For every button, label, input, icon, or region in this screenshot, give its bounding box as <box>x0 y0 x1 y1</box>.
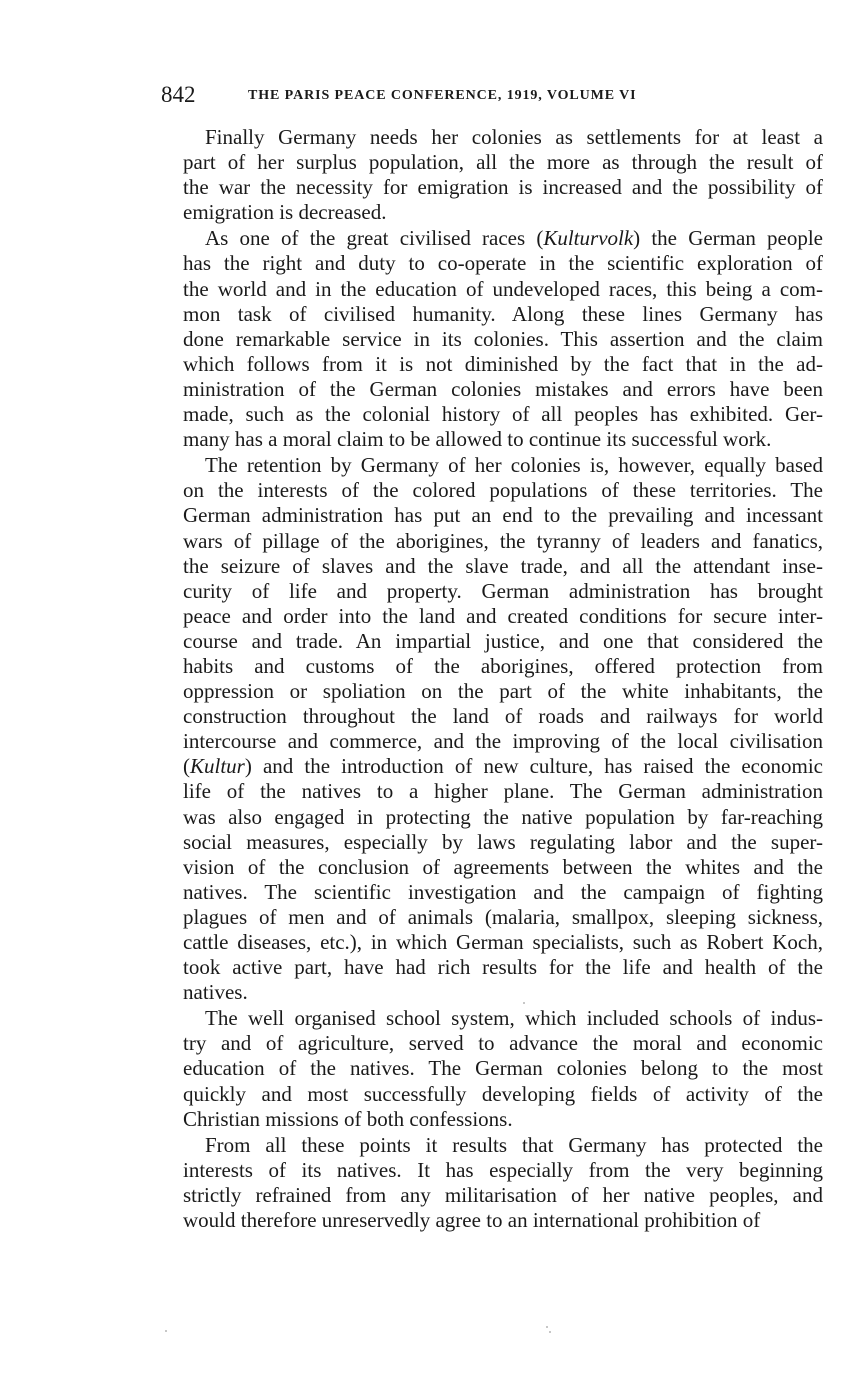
scan-speck <box>165 1330 167 1332</box>
text-line: intercourse and commerce, and the improving of the local civilisation <box>183 729 823 754</box>
text-line: As one of the great civilised races (Kulturvolk) the German people <box>205 226 823 251</box>
running-title: THE PARIS PEACE CONFERENCE, 1919, VOLUME VI <box>248 88 637 103</box>
text-line: emigration is decreased. <box>183 200 387 225</box>
text-line: has the right and duty to co-operate in the scientific exploration of <box>183 251 823 276</box>
text-line: quickly and most successfully developing fields of activity of the <box>183 1081 823 1106</box>
text-line: mon task of civilised humanity. Along these lines Germany has <box>183 301 823 326</box>
text-line: ministration of the German colonies mistakes and errors have been <box>183 376 823 401</box>
italic-term: Kultur <box>190 754 245 779</box>
text-line: natives. <box>183 980 248 1005</box>
text-line: course and trade. An impartial justice, and one that considered the <box>183 628 823 653</box>
text-line: (Kultur) and the introduction of new culture, has raised the economic <box>183 754 823 779</box>
text-line: done remarkable service in its colonies. This assertion and the claim <box>183 326 823 351</box>
text-line: construction throughout the land of roads and railways for world <box>183 704 823 729</box>
text-line: try and of agriculture, served to advance the moral and economic <box>183 1031 823 1056</box>
text-line: The well organised school system, which included schools of indus- <box>205 1006 823 1031</box>
page-header <box>161 80 823 110</box>
scan-speck <box>523 1002 525 1004</box>
paragraph <box>161 125 823 225</box>
text-line: wars of pillage of the aborigines, the tyranny of leaders and fanatics, <box>183 528 823 553</box>
text-line: German administration has put an end to the prevailing and incessant <box>183 503 823 528</box>
page-number: 842 <box>161 82 196 107</box>
text-line: which follows from it is not diminished by the fact that in the ad- <box>183 351 823 376</box>
text-line: took active part, have had rich results for the life and health of the <box>183 955 823 980</box>
paragraph <box>161 1133 823 1233</box>
text-line: part of her surplus population, all the more as through the result of <box>183 150 823 175</box>
italic-term: Kulturvolk <box>543 226 634 251</box>
text-line: curity of life and property. German administration has brought <box>183 578 823 603</box>
text-line: habits and customs of the aborigines, offered protection from <box>183 653 823 678</box>
text-line: From all these points it results that Germany has protected the <box>205 1132 823 1157</box>
paragraph <box>161 453 823 1005</box>
text-line: The retention by Germany of her colonies is, however, equally based <box>205 453 823 478</box>
text-line: made, such as the colonial history of all peoples has exhibited. Ger- <box>183 402 823 427</box>
text-line: cattle diseases, etc.), in which German specialists, such as Robert Koch, <box>183 930 823 954</box>
paragraph <box>161 1006 823 1131</box>
text-line: the war the necessity for emigration is increased and the possibility of <box>183 175 823 200</box>
text-line: plagues of men and of animals (malaria, smallpox, sleeping sickness, <box>183 904 823 929</box>
text-line: life of the natives to a higher plane. The German administration <box>183 779 823 804</box>
text-line: peace and order into the land and created conditions for secure inter- <box>183 603 823 628</box>
scan-speck <box>549 1331 551 1333</box>
text-line: Finally Germany needs her colonies as settlements for at least a <box>205 125 823 149</box>
text-line: education of the natives. The German colonies belong to the most <box>183 1056 823 1081</box>
text-line: vision of the conclusion of agreements between the whites and the <box>183 854 823 879</box>
text-line: on the interests of the colored populations of these territories. The <box>183 478 823 503</box>
text-line: social measures, especially by laws regulating labor and the super- <box>183 829 823 854</box>
text-line: was also engaged in protecting the native population by far-reaching <box>183 804 823 829</box>
paragraph <box>161 226 823 452</box>
text-line: the seizure of slaves and the slave trade, and all the attendant inse- <box>183 553 823 578</box>
body-text <box>161 125 823 1234</box>
text-line: the world and in the education of undeveloped races, this being a com- <box>183 276 823 301</box>
text-line: would therefore unreservedly agree to an international prohibition of <box>183 1208 761 1233</box>
text-line: Christian missions of both confessions. <box>183 1106 513 1131</box>
text-line: oppression or spoliation on the part of the white inhabitants, the <box>183 679 823 704</box>
scan-speck <box>546 1326 548 1328</box>
text-line: strictly refrained from any militarisation of her native peoples, and <box>183 1182 823 1207</box>
text-line: interests of its natives. It has especially from the very beginning <box>183 1157 823 1182</box>
text-line: natives. The scientific investigation and the campaign of fighting <box>183 879 823 904</box>
text-line: many has a moral claim to be allowed to continue its successful work. <box>183 427 772 452</box>
